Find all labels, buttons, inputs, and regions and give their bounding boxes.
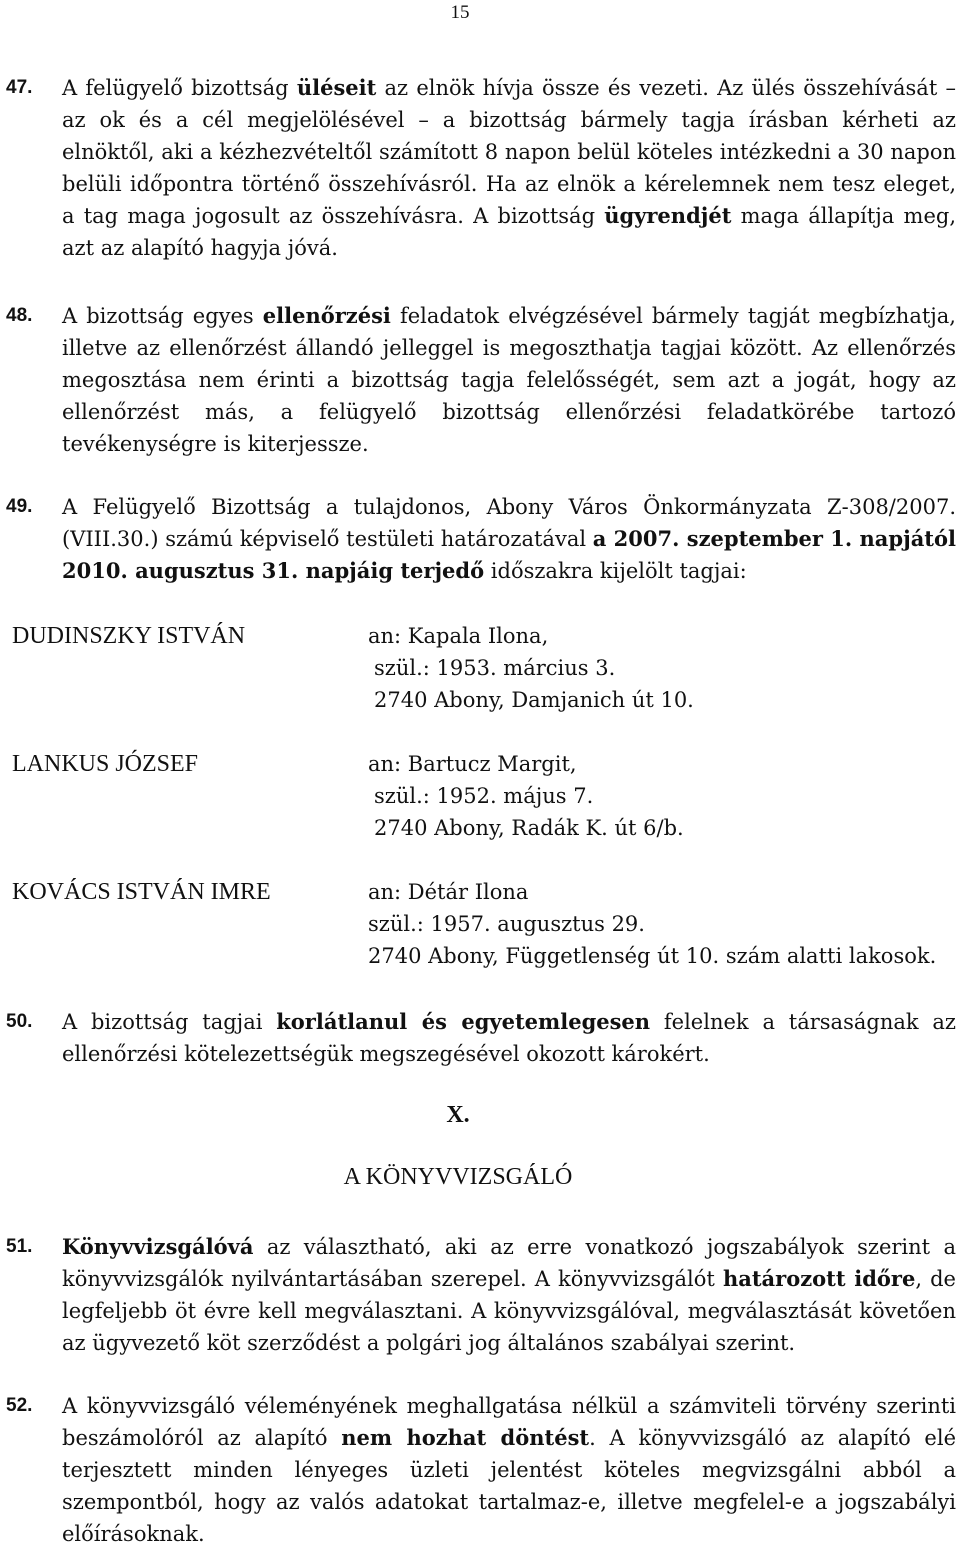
text-run: A felügyelő bizottság (62, 76, 297, 100)
paragraph-number: 47. (6, 77, 33, 98)
member-name: LANKUS JÓZSEF (12, 751, 199, 777)
bold-text: üléseit (296, 75, 377, 100)
paragraph-51 (6, 1231, 956, 1359)
paragraph-text (62, 1231, 956, 1359)
text-run: időszakra kijelölt tagjai: (484, 559, 747, 583)
paragraph-number: 51. (6, 1236, 33, 1257)
member-name: DUDINSZKY ISTVÁN (12, 623, 246, 649)
paragraph-49 (6, 491, 956, 587)
paragraph-48 (6, 300, 956, 460)
page-number: 15 (450, 2, 470, 23)
text-run: A Felügyelő Bizottság a tulajdonos, Abony Város Önkormányzata Z-308/2007. (VIII.30.) számú képviselő testületi határozatával (62, 495, 956, 551)
member-mother: an: Bartucz Margit, (368, 752, 577, 776)
chapter-number: X. (446, 1102, 470, 1128)
member-address: 2740 Abony, Damjanich út 10. (374, 688, 694, 712)
bold-text: korlátlanul és egyetemlegesen (276, 1009, 651, 1034)
paragraph-text (62, 300, 956, 460)
paragraph-number: 48. (6, 305, 33, 326)
text-run: feladatok elvégzésével bármely tagját megbízhatja, illetve az ellenőrzést állandó jelleggel is megoszthatja tagjai között. Az ellenőrzés megosztása nem érinti a bizottság tagja felelősségét, sem azt a jogát, hogy az ellenőrzést más, a felügyelő bizottság ellenőrzési feladatkörébe tartozó tevékenységre is kiterjessze. (62, 304, 956, 456)
paragraph-text (62, 491, 956, 587)
text-run: . A könyvvizsgáló az alapító elé terjesztett minden lényeges üzleti jelentést köteles megvizsgálni abból a szempontból, hogy az valós adatokat tartalmaz-e, illetve megfelel-e a jogszabályi előírásoknak. (62, 1426, 956, 1546)
bold-text: ellenőrzési (262, 303, 391, 328)
text-run: , de legfeljebb öt évre kell megválasztani. A könyvvizsgálóval, megválasztását követően az ügyvezető köt szerződést a polgári jog általános szabályai szerint. (62, 1267, 956, 1355)
bold-text: ügyrendjét (604, 203, 732, 228)
text-run: az választható, aki az erre vonatkozó jogszabályok szerint a könyvvizsgálók nyilvántartásában szerepel. A könyvvizsgálót (62, 1235, 956, 1291)
paragraph-number: 49. (6, 496, 33, 517)
member-birth: szül.: 1952. május 7. (374, 784, 594, 808)
text-run: A bizottság tagjai (62, 1010, 277, 1034)
member-birth: szül.: 1957. augusztus 29. (368, 912, 645, 936)
chapter-title: A KÖNYVVIZSGÁLÓ (343, 1164, 573, 1190)
bold-text: a 2007. szeptember 1. napjától 2010. augusztus 31. napjáig terjedő (62, 526, 956, 583)
member-mother: an: Kapala Ilona, (368, 624, 549, 648)
member-address: 2740 Abony, Radák K. út 6/b. (374, 816, 684, 840)
paragraph-50 (6, 1006, 956, 1070)
paragraph-text (62, 72, 956, 264)
paragraph-52 (6, 1390, 956, 1550)
text-run: az elnök hívja össze és vezeti. Az ülés összehívását – az ok és a cél megjelölésével – a bizottság bármely tagja írásban kérheti az elnöktől, aki a kézhezvételtől számított 8 napon belül köteles intézkedni a 30 napon belüli időpontra történő összehívásról. Ha az elnök a kérelemnek nem tesz eleget, a tag maga jogosult az összehívásra. A bizottság (62, 76, 956, 228)
bold-text: nem hozhat döntést (341, 1425, 590, 1450)
bold-text: Könyvvizsgálóvá (62, 1234, 254, 1259)
member-mother: an: Détár Ilona (368, 880, 529, 904)
text-run: A bizottság egyes (62, 304, 263, 328)
paragraph-text (62, 1390, 956, 1550)
text-run: A könyvvizsgáló véleményének meghallgatása nélkül a számviteli törvény szerinti beszámolóról az alapító (62, 1394, 956, 1450)
paragraph-text (62, 1006, 956, 1070)
member-address: 2740 Abony, Függetlenség út 10. szám alatti lakosok. (368, 944, 937, 968)
text-run: maga állapítja meg, azt az alapító hagyja jóvá. (62, 204, 956, 260)
paragraph-number: 52. (6, 1395, 33, 1416)
member-birth: szül.: 1953. március 3. (374, 656, 616, 680)
paragraph-number: 50. (6, 1011, 33, 1032)
member-name: KOVÁCS ISTVÁN IMRE (12, 879, 271, 905)
bold-text: határozott időre (722, 1266, 916, 1291)
text-run: felelnek a társaságnak az ellenőrzési kötelezettségük megszegésével okozott károkért. (62, 1010, 956, 1066)
paragraph-47 (6, 72, 956, 264)
